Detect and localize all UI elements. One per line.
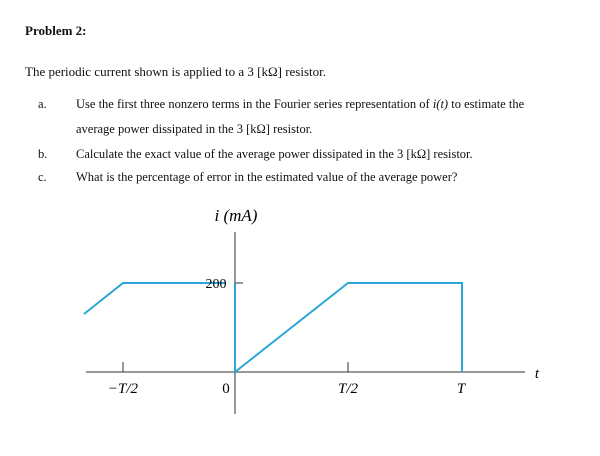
problem-intro: The periodic current shown is applied to a 3 [kΩ] resistor.	[25, 64, 326, 79]
item-a-text-after: to estimate the	[448, 97, 525, 111]
x-tick-label-half: T/2	[337, 381, 359, 397]
y-tick-label-200: 200	[205, 277, 227, 292]
item-a-func: i(t)	[432, 97, 449, 111]
item-a-letter: a.	[38, 97, 47, 111]
x-tick-label-neg-half: −T/2	[107, 381, 139, 397]
item-b-text: Calculate the exact value of the average power dissipated in the 3 [kΩ] resistor.	[76, 147, 473, 161]
x-tick-label-T: T	[456, 381, 466, 397]
item-c-text: What is the percentage of error in the estimated value of the average power?	[76, 170, 458, 184]
item-a-text-before: Use the first three nonzero terms in the Fourier series representation of	[76, 97, 433, 111]
item-a-line2: average power dissipated in the 3 [kΩ] resistor.	[76, 122, 313, 136]
item-b-letter: b.	[38, 147, 48, 161]
waveform-period	[235, 283, 462, 372]
x-tick-label-zero: 0	[222, 381, 230, 397]
y-axis-label: i (mA)	[214, 206, 258, 225]
problem-title: Problem 2:	[25, 23, 87, 38]
x-axis-label: t	[534, 366, 540, 382]
item-c-letter: c.	[38, 170, 47, 184]
